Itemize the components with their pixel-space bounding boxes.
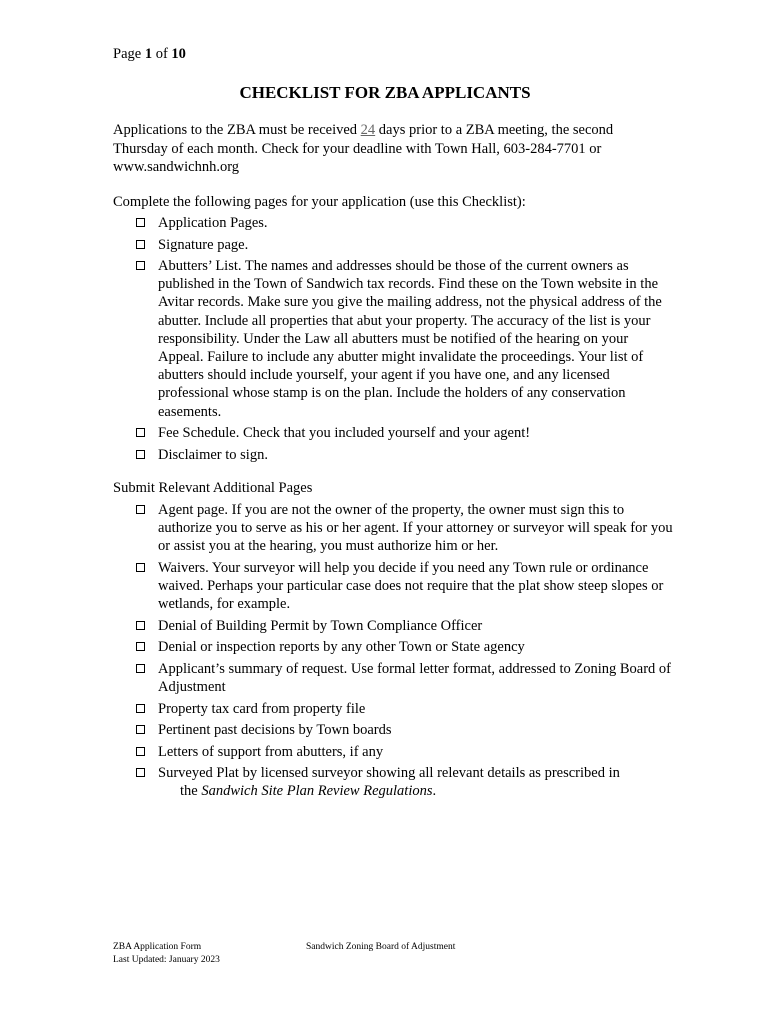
- list-item: Application Pages.: [135, 214, 675, 232]
- list-item: Denial of Building Permit by Town Compliance Officer: [135, 617, 675, 635]
- regulations-title: Sandwich Site Plan Review Regulations: [201, 783, 433, 800]
- page-title: CHECKLIST FOR ZBA APPLICANTS: [239, 83, 531, 102]
- list-item: Disclaimer to sign.: [135, 446, 675, 464]
- list-item: Applicant’s summary of request. Use formal letter format, addressed to Zoning Board of Adjustment: [135, 660, 675, 696]
- checkbox[interactable]: [136, 642, 145, 651]
- checkbox[interactable]: [136, 428, 145, 437]
- checkbox[interactable]: [136, 218, 145, 227]
- checkbox[interactable]: [136, 704, 145, 713]
- list-item: Fee Schedule. Check that you included yourself and your agent!: [135, 424, 675, 442]
- list-item: Abutters’ List. The names and addresses should be those of the current owners as published in the Town of Sandwich tax records. Find these on the Town website in the Avitar records. Make sure you give the mailing address, not the physical address of the abutter. Include all properties that abut your property. The accuracy of the list is your responsibility. Under the Law all abutters must be notified of the hearing on your Appeal. Failure to include any abutter might invalidate the proceedings. Your list of abutters should include yourself, your agent if you have one, and any licensed professional whose stamp is on the plan. Include the holders of any conservation easements.: [135, 257, 675, 421]
- list-item: Surveyed Plat by licensed surveyor showing all relevant details as prescribed in the Sandwich Site Plan Review Regulations.: [135, 764, 675, 800]
- checkbox[interactable]: [136, 240, 145, 249]
- list-item: Denial or inspection reports by any other Town or State agency: [135, 638, 675, 656]
- checkbox[interactable]: [136, 450, 145, 459]
- intro-paragraph: Applications to the ZBA must be received 24 days prior to a ZBA meeting, the second Thursday of each month. Check for your deadline with Town Hall, 603-284-7701 or www.sandwichnh.org: [113, 122, 614, 176]
- page-number: Page 1 of 10: [113, 46, 186, 62]
- checkbox[interactable]: [136, 768, 145, 777]
- additional-pages-list: [135, 501, 675, 804]
- section-additional-heading: Submit Relevant Additional Pages: [113, 480, 313, 496]
- checkbox[interactable]: [136, 563, 145, 572]
- footer-center: Sandwich Zoning Board of Adjustment: [306, 942, 456, 952]
- list-item: Waivers. Your surveyor will help you decide if you need any Town rule or ordinance waived. Perhaps your particular case does not require that the plat show steep slopes or wetlands, for example.: [135, 559, 675, 614]
- checkbox[interactable]: [136, 747, 145, 756]
- checkbox[interactable]: [136, 664, 145, 673]
- list-item: Property tax card from property file: [135, 700, 675, 718]
- required-pages-list: [135, 214, 675, 467]
- list-item: Agent page. If you are not the owner of the property, the owner must sign this to authorize you to serve as his or her agent. If your attorney or surveyor will speak for you or assist you at the hearing, you must authorize him or her.: [135, 501, 675, 556]
- footer-left: ZBA Application Form Last Updated: January 2023: [113, 942, 220, 965]
- checkbox[interactable]: [136, 725, 145, 734]
- checkbox[interactable]: [136, 621, 145, 630]
- section-required-heading: Complete the following pages for your application (use this Checklist):: [113, 194, 526, 210]
- checkbox[interactable]: [136, 505, 145, 514]
- list-item: Signature page.: [135, 236, 675, 254]
- list-item: Letters of support from abutters, if any: [135, 743, 675, 761]
- days-value: 24: [360, 122, 376, 138]
- list-item: Pertinent past decisions by Town boards: [135, 721, 675, 739]
- checkbox[interactable]: [136, 261, 145, 270]
